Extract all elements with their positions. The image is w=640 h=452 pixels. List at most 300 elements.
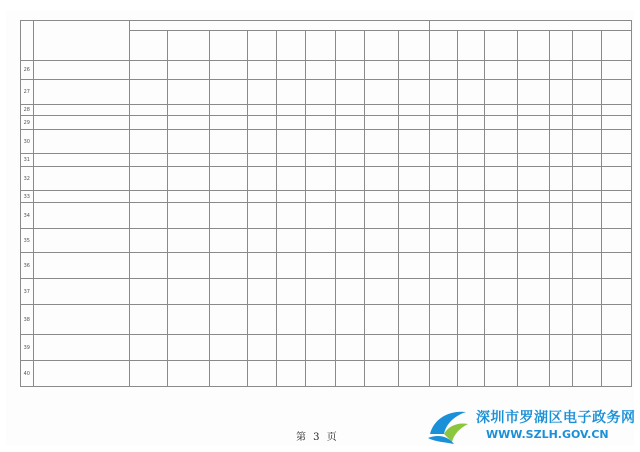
table-cell bbox=[549, 191, 572, 203]
table-cell bbox=[247, 105, 276, 116]
table-cell bbox=[484, 229, 518, 253]
table-cell bbox=[549, 80, 572, 105]
table-cell bbox=[457, 279, 484, 305]
table-cell bbox=[573, 305, 602, 335]
table-cell bbox=[484, 167, 518, 191]
table-cell bbox=[277, 305, 306, 335]
table-cell bbox=[573, 116, 602, 130]
row-number: 26 bbox=[21, 61, 34, 80]
table-header-cell bbox=[247, 31, 276, 61]
table-cell bbox=[518, 335, 549, 361]
table-cell bbox=[130, 80, 168, 105]
table-cell bbox=[602, 154, 632, 167]
page-number: 第 3 页 bbox=[296, 432, 339, 443]
row-number: 36 bbox=[21, 253, 34, 279]
table-cell bbox=[484, 253, 518, 279]
table-cell bbox=[457, 229, 484, 253]
table-cell bbox=[209, 279, 247, 305]
table-cell bbox=[457, 105, 484, 116]
table-cell bbox=[33, 335, 130, 361]
table-cell bbox=[209, 130, 247, 154]
table-cell bbox=[365, 229, 399, 253]
table-cell bbox=[277, 279, 306, 305]
table-cell bbox=[247, 361, 276, 387]
table-cell bbox=[602, 167, 632, 191]
row-number: 37 bbox=[21, 279, 34, 305]
table-cell bbox=[549, 130, 572, 154]
table-cell bbox=[430, 130, 457, 154]
table-cell bbox=[518, 130, 549, 154]
table-cell bbox=[130, 116, 168, 130]
table-cell bbox=[277, 116, 306, 130]
table-cell bbox=[398, 253, 430, 279]
table-cell bbox=[430, 167, 457, 191]
table-cell bbox=[430, 80, 457, 105]
table-cell bbox=[306, 203, 335, 229]
table-row bbox=[21, 253, 632, 279]
table-cell bbox=[306, 361, 335, 387]
table-cell bbox=[518, 253, 549, 279]
table-cell bbox=[335, 361, 364, 387]
table-cell bbox=[365, 253, 399, 279]
table-header-cell bbox=[277, 31, 306, 61]
table-cell bbox=[335, 167, 364, 191]
table-cell bbox=[365, 154, 399, 167]
table-cell bbox=[398, 80, 430, 105]
table-cell bbox=[130, 361, 168, 387]
table-cell bbox=[277, 105, 306, 116]
table-cell bbox=[484, 116, 518, 130]
table-cell bbox=[277, 335, 306, 361]
table-cell bbox=[167, 335, 209, 361]
table-cell bbox=[365, 116, 399, 130]
table-cell bbox=[398, 130, 430, 154]
table-cell bbox=[457, 191, 484, 203]
table-cell bbox=[398, 154, 430, 167]
table-cell bbox=[209, 253, 247, 279]
table-cell bbox=[573, 335, 602, 361]
table-cell bbox=[573, 80, 602, 105]
table-cell bbox=[365, 279, 399, 305]
table-cell bbox=[518, 105, 549, 116]
table-cell bbox=[430, 203, 457, 229]
table-cell bbox=[130, 203, 168, 229]
table-cell bbox=[277, 80, 306, 105]
table-cell bbox=[247, 80, 276, 105]
table-cell bbox=[457, 154, 484, 167]
table-cell bbox=[247, 167, 276, 191]
table-cell bbox=[247, 305, 276, 335]
table-cell bbox=[573, 203, 602, 229]
table-header-cell bbox=[130, 31, 168, 61]
table-cell bbox=[167, 253, 209, 279]
table-cell bbox=[573, 253, 602, 279]
table-cell bbox=[518, 229, 549, 253]
table-cell bbox=[335, 61, 364, 80]
table-cell bbox=[33, 167, 130, 191]
row-number: 27 bbox=[21, 80, 34, 105]
table-cell bbox=[549, 253, 572, 279]
table-cell bbox=[33, 361, 130, 387]
table-cell bbox=[398, 116, 430, 130]
table-row bbox=[21, 130, 632, 154]
table-cell bbox=[365, 80, 399, 105]
table-cell bbox=[430, 335, 457, 361]
table-cell bbox=[484, 305, 518, 335]
table-cell bbox=[518, 203, 549, 229]
table-cell bbox=[518, 167, 549, 191]
table-cell bbox=[573, 61, 602, 80]
table-cell bbox=[430, 105, 457, 116]
table-cell bbox=[430, 61, 457, 80]
table-header-cell bbox=[306, 31, 335, 61]
table-cell bbox=[247, 229, 276, 253]
table-cell bbox=[573, 361, 602, 387]
table-cell bbox=[365, 167, 399, 191]
table-cell bbox=[573, 229, 602, 253]
website-watermark bbox=[424, 404, 638, 448]
table-cell bbox=[33, 191, 130, 203]
table-cell bbox=[398, 229, 430, 253]
table-cell bbox=[209, 203, 247, 229]
table-cell bbox=[167, 361, 209, 387]
table-cell bbox=[573, 191, 602, 203]
table-cell bbox=[167, 80, 209, 105]
table-cell bbox=[335, 154, 364, 167]
table-cell bbox=[457, 203, 484, 229]
row-number: 30 bbox=[21, 130, 34, 154]
table-cell bbox=[209, 361, 247, 387]
table-cell bbox=[602, 305, 632, 335]
row-number: 34 bbox=[21, 203, 34, 229]
table-row bbox=[21, 203, 632, 229]
scanned-page bbox=[6, 10, 634, 446]
table-cell bbox=[130, 253, 168, 279]
table-header-cell bbox=[484, 31, 518, 61]
table-cell bbox=[518, 279, 549, 305]
table-cell bbox=[573, 130, 602, 154]
table-header-cell bbox=[602, 31, 632, 61]
table-row bbox=[21, 361, 632, 387]
table-cell bbox=[602, 229, 632, 253]
table-cell bbox=[306, 335, 335, 361]
table-cell bbox=[365, 61, 399, 80]
table-cell bbox=[33, 116, 130, 130]
table-cell bbox=[457, 61, 484, 80]
table-cell bbox=[457, 305, 484, 335]
table-cell bbox=[306, 154, 335, 167]
table-cell bbox=[335, 105, 364, 116]
table-row bbox=[21, 167, 632, 191]
table-cell bbox=[277, 253, 306, 279]
table-cell bbox=[602, 203, 632, 229]
table-cell bbox=[430, 229, 457, 253]
table-cell bbox=[602, 80, 632, 105]
table-cell bbox=[209, 305, 247, 335]
table-cell bbox=[130, 305, 168, 335]
table-cell bbox=[33, 80, 130, 105]
table-cell bbox=[247, 253, 276, 279]
table-cell bbox=[335, 80, 364, 105]
table-row bbox=[21, 305, 632, 335]
table-cell bbox=[518, 191, 549, 203]
table-cell bbox=[130, 335, 168, 361]
table-cell bbox=[33, 105, 130, 116]
table-cell bbox=[430, 305, 457, 335]
table-row bbox=[21, 229, 632, 253]
table-cell bbox=[167, 154, 209, 167]
monitoring-table bbox=[20, 20, 632, 387]
table-cell bbox=[335, 305, 364, 335]
table-cell bbox=[398, 279, 430, 305]
table-header-cell bbox=[167, 31, 209, 61]
row-number: 28 bbox=[21, 105, 34, 116]
table-cell bbox=[484, 61, 518, 80]
table-cell bbox=[484, 130, 518, 154]
table-cell bbox=[573, 279, 602, 305]
table-cell bbox=[430, 154, 457, 167]
table-cell bbox=[306, 253, 335, 279]
table-cell bbox=[518, 61, 549, 80]
table-cell bbox=[549, 61, 572, 80]
table-cell bbox=[549, 305, 572, 335]
row-number: 31 bbox=[21, 154, 34, 167]
table-cell bbox=[602, 335, 632, 361]
table-cell bbox=[130, 105, 168, 116]
table-cell bbox=[167, 191, 209, 203]
row-number: 35 bbox=[21, 229, 34, 253]
table-header-cell bbox=[573, 31, 602, 61]
table-group-header bbox=[430, 21, 632, 31]
table-header-cell bbox=[430, 31, 457, 61]
table-cell bbox=[130, 154, 168, 167]
row-number: 40 bbox=[21, 361, 34, 387]
table-cell bbox=[602, 191, 632, 203]
table-cell bbox=[430, 279, 457, 305]
table-cell bbox=[484, 105, 518, 116]
table-cell bbox=[398, 167, 430, 191]
table-cell bbox=[518, 80, 549, 105]
table-cell bbox=[484, 279, 518, 305]
table-header-cell bbox=[33, 21, 130, 61]
row-number: 38 bbox=[21, 305, 34, 335]
table-cell bbox=[398, 335, 430, 361]
table-cell bbox=[247, 279, 276, 305]
table-body bbox=[21, 61, 632, 387]
table-cell bbox=[209, 61, 247, 80]
table-cell bbox=[457, 361, 484, 387]
table-cell bbox=[484, 80, 518, 105]
table-cell bbox=[430, 191, 457, 203]
table-cell bbox=[398, 305, 430, 335]
table-cell bbox=[484, 203, 518, 229]
table-cell bbox=[549, 335, 572, 361]
table-cell bbox=[457, 335, 484, 361]
table-cell bbox=[306, 105, 335, 116]
table-cell bbox=[33, 279, 130, 305]
table-cell bbox=[33, 203, 130, 229]
table-cell bbox=[457, 167, 484, 191]
table-row bbox=[21, 105, 632, 116]
table-cell bbox=[33, 154, 130, 167]
table-cell bbox=[573, 154, 602, 167]
table-header-cell bbox=[549, 31, 572, 61]
table-cell bbox=[277, 167, 306, 191]
table-cell bbox=[484, 154, 518, 167]
table-cell bbox=[398, 203, 430, 229]
table-cell bbox=[209, 154, 247, 167]
table-cell bbox=[130, 191, 168, 203]
table-cell bbox=[33, 61, 130, 80]
table-cell bbox=[365, 130, 399, 154]
table-header-cell bbox=[335, 31, 364, 61]
table-cell bbox=[398, 105, 430, 116]
table-cell bbox=[549, 229, 572, 253]
table-cell bbox=[549, 167, 572, 191]
table-cell bbox=[457, 253, 484, 279]
table-cell bbox=[130, 167, 168, 191]
table-cell bbox=[167, 130, 209, 154]
table-cell bbox=[457, 116, 484, 130]
table-cell bbox=[167, 279, 209, 305]
table-cell bbox=[167, 229, 209, 253]
table-cell bbox=[277, 191, 306, 203]
table-cell bbox=[209, 191, 247, 203]
table-header-cell bbox=[21, 21, 34, 61]
table-row bbox=[21, 279, 632, 305]
table-cell bbox=[518, 116, 549, 130]
table-cell bbox=[306, 305, 335, 335]
table-row bbox=[21, 335, 632, 361]
table-cell bbox=[306, 191, 335, 203]
table-cell bbox=[247, 191, 276, 203]
table-cell bbox=[484, 191, 518, 203]
table-cell bbox=[209, 105, 247, 116]
table-cell bbox=[306, 80, 335, 105]
table-cell bbox=[365, 105, 399, 116]
table-group-header-row bbox=[21, 21, 632, 31]
table-cell bbox=[277, 229, 306, 253]
table-cell bbox=[130, 130, 168, 154]
table-cell bbox=[130, 279, 168, 305]
table-row bbox=[21, 154, 632, 167]
table-cell bbox=[518, 361, 549, 387]
table-cell bbox=[484, 335, 518, 361]
table-cell bbox=[398, 61, 430, 80]
table-cell bbox=[247, 61, 276, 80]
table-row bbox=[21, 80, 632, 105]
table-cell bbox=[306, 167, 335, 191]
table-cell bbox=[335, 279, 364, 305]
table-cell bbox=[209, 116, 247, 130]
table-cell bbox=[167, 61, 209, 80]
table-cell bbox=[549, 105, 572, 116]
table-cell bbox=[365, 335, 399, 361]
table-cell bbox=[430, 116, 457, 130]
table-cell bbox=[549, 116, 572, 130]
table-cell bbox=[33, 130, 130, 154]
table-cell bbox=[335, 130, 364, 154]
watermark-title: 深圳市罗湖区电子政务网 bbox=[476, 410, 636, 426]
table-cell bbox=[602, 130, 632, 154]
table-cell bbox=[277, 154, 306, 167]
table-cell bbox=[518, 305, 549, 335]
table-cell bbox=[602, 61, 632, 80]
table-cell bbox=[484, 361, 518, 387]
table-cell bbox=[573, 167, 602, 191]
table-cell bbox=[398, 191, 430, 203]
row-number: 29 bbox=[21, 116, 34, 130]
table-cell bbox=[398, 361, 430, 387]
table-cell bbox=[130, 61, 168, 80]
table-cell bbox=[306, 279, 335, 305]
table-header-cell bbox=[518, 31, 549, 61]
row-number: 32 bbox=[21, 167, 34, 191]
table-cell bbox=[335, 229, 364, 253]
table-cell bbox=[602, 361, 632, 387]
table-cell bbox=[247, 116, 276, 130]
table-cell bbox=[573, 105, 602, 116]
table-cell bbox=[335, 335, 364, 361]
table-cell bbox=[430, 253, 457, 279]
table-cell bbox=[518, 154, 549, 167]
table-header-cell bbox=[209, 31, 247, 61]
table-cell bbox=[335, 116, 364, 130]
table-cell bbox=[602, 253, 632, 279]
table-cell bbox=[277, 61, 306, 80]
table-cell bbox=[602, 105, 632, 116]
table-cell bbox=[247, 130, 276, 154]
table-cell bbox=[209, 335, 247, 361]
table-cell bbox=[277, 361, 306, 387]
table-cell bbox=[430, 361, 457, 387]
table-cell bbox=[365, 305, 399, 335]
table-cell bbox=[549, 361, 572, 387]
table-cell bbox=[167, 203, 209, 229]
table-cell bbox=[247, 335, 276, 361]
table-cell bbox=[335, 191, 364, 203]
table-cell bbox=[247, 154, 276, 167]
table-cell bbox=[277, 203, 306, 229]
table-cell bbox=[209, 80, 247, 105]
table-header-cell bbox=[457, 31, 484, 61]
table-cell bbox=[209, 167, 247, 191]
table-cell bbox=[549, 154, 572, 167]
table-cell bbox=[167, 305, 209, 335]
table-cell bbox=[167, 105, 209, 116]
table-cell bbox=[306, 130, 335, 154]
table-header-cell bbox=[365, 31, 399, 61]
table-row bbox=[21, 61, 632, 80]
row-number: 33 bbox=[21, 191, 34, 203]
table-cell bbox=[365, 361, 399, 387]
table-cell bbox=[33, 253, 130, 279]
table-cell bbox=[549, 203, 572, 229]
table-cell bbox=[335, 203, 364, 229]
szlh-logo-icon bbox=[424, 404, 472, 448]
table-cell bbox=[130, 229, 168, 253]
table-cell bbox=[33, 305, 130, 335]
table-cell bbox=[247, 203, 276, 229]
table-group-header bbox=[130, 21, 430, 31]
table-cell bbox=[602, 279, 632, 305]
table-row bbox=[21, 116, 632, 130]
table-cell bbox=[306, 229, 335, 253]
table-cell bbox=[457, 130, 484, 154]
table-cell bbox=[306, 116, 335, 130]
table-cell bbox=[209, 229, 247, 253]
table-header-cell bbox=[398, 31, 430, 61]
